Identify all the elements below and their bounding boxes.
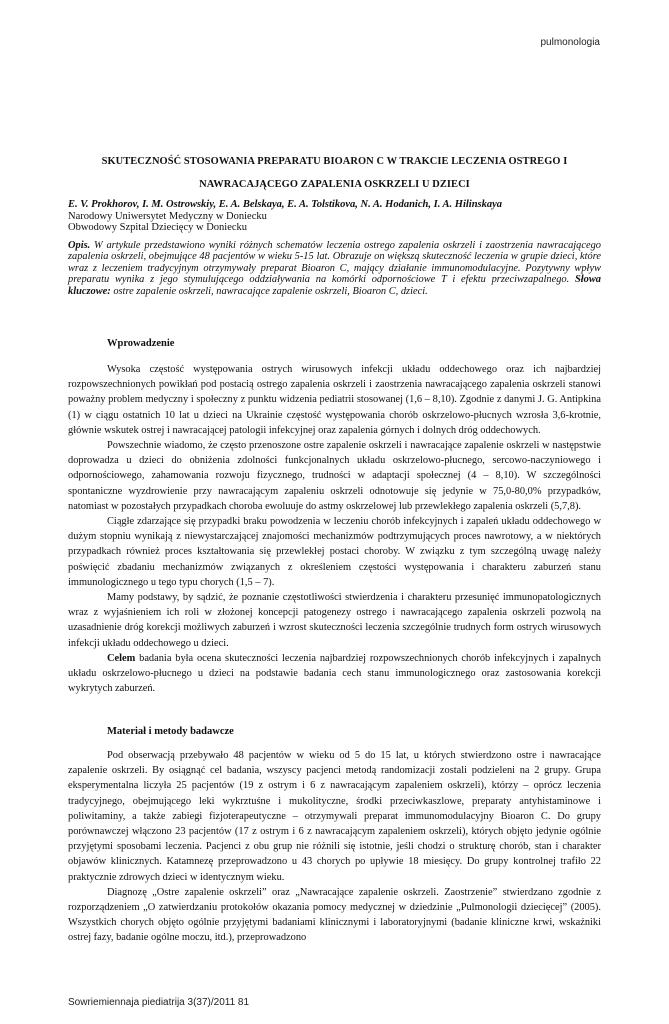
title-line-1: SKUTECZNOŚĆ STOSOWANIA PREPARATU BIOARON C W TRAKCIE LECZENIA OSTREGO I <box>101 156 568 167</box>
paragraph: Wysoka częstość występowania ostrych wirusowych infekcji układu oddechowego oraz ich najbardziej rozpowszechnionych powikłań pod postacią ostrego zapalenia oskrzeli i zaostrzenia nawracającego zapalenia oskrzeli stanowi poważny problem medyczny i społeczny z punktu widzenia pediatrii stosowanej (1,6 – 8,10). Zgodnie z danymi J. G. Antipkina (1) w ciągu ostatnich 10 lat u dzieci na Ukrainie częstość występowania chorób oskrzelowo-płucnych wzrosła 3,6-krotnie, głównie wskutek ostrej i nawracającej patologii infekcyjnej oraz zapalenia górnych i dolnych dróg oddechowych. <box>68 364 601 436</box>
aim-text: badania była ocena skuteczności leczenia najbardziej rozpowszechnionych chorób infekcyjnych i zapalnych układu oskrzelowo-płucnego u dzieci na podstawie badania cech stanu immunologicznego oraz zastosowania korekcji wykrytych zaburzeń. <box>68 652 601 695</box>
author-block <box>68 199 601 234</box>
affiliation-1: Narodowy Uniwersytet Medyczny w Doniecku <box>68 210 267 222</box>
aim-label: Celem <box>107 652 136 664</box>
section-introduction <box>68 362 601 696</box>
section-category-label: pulmonologia <box>540 37 600 48</box>
section-methods <box>68 748 601 946</box>
title-line-2: NAWRACAJĄCEGO ZAPALENIA OSKRZELI U DZIECI <box>199 179 470 190</box>
keywords-label: Słowa kluczowe: <box>68 274 601 297</box>
abstract-label: Opis. <box>68 240 91 251</box>
abstract-text: W artykule przedstawiono wyniki różnych schematów leczenia ostrego zapalenia oskrzeli i zaostrzenia nawracającego zapalenia oskrzeli, obejmujące 48 pacjentów w wieku 5-15 lat. Obrazuje on większą skuteczność leczenia w grupie dzieci, które wraz z leczeniem tradycyjnym otrzymywały preparat Bioaron C, mający działanie immunomodulacyjne. Pozytywny wpływ preparatu wynika z jego stymulującego oddziaływania na komórki odpornościowe T i efektu przeciwzapalnego. <box>68 240 601 286</box>
paragraph: Diagnozę „Ostre zapalenie oskrzeli” oraz „Nawracające zapalenie oskrzeli. Zaostrzenie” stwierdzano zgodnie z rozporządzeniem „O zatwierdzaniu protokołów okazania pomocy medycznej w dziedzinie „Pulmonologii dziecięcej” (2005). Wszystkich chorych objęto ogólnie przyjętymi badaniami klinicznymi i laboratoryjnymi (badanie kliniczne krwi, wskaźniki ostrej fazy, badanie ogólne moczu, itd.), przeprowadzono <box>68 886 601 944</box>
paragraph: Pod obserwacją przebywało 48 pacjentów w wieku od 5 do 15 lat, u których stwierdzono ostre i nawracające zapalenie oskrzeli. By osiągnąć cel badania, wszyscy pacjenci metodą randomizacji zostali podzieleni na 2 grupy. Grupa eksperymentalna liczyła 25 pacjentów (19 z ostrym i 6 z nawracającym zapaleniem oskrzeli), którzy – oprócz leczenia tradycyjnego, obejmującego leki wykrztuśne i mukolityczne, środki przeciwkaszlowe, preparaty antyhistaminowe i poliwitaminy, a także zabiegi fizjoterapeutyczne – otrzymywali preparat immunomodulacyjny Bioaron C. Do grupy porównawczej włączono 23 pacjentów (17 z ostrym i 6 z nawracającym zapaleniem oskrzeli), których objęto jedynie ogólnie przyjętymi sposobami leczenia. Pacjenci z obu grup nie różnili się istotnie, jeśli chodzi o strukturę chorób, stan i charakter objawów klinicznych. Katamnezę przeprowadzono u 43 chorych po upływie 18 miesięcy. Do grupy kontrolnej trafiło 22 praktycznie zdrowych dzieci w identycznym wieku. <box>68 750 601 883</box>
paragraph: Mamy podstawy, by sądzić, że poznanie częstotliwości stwierdzenia i charakteru przesunięć immunopatologicznych wraz z wyjaśnieniem ich roli w złożonej koncepcji patogenezy ostrego i nawracającego zapalenia oskrzeli pozwolą na uzasadnienie dróg korekcji możliwych zaburzeń i wzrost skuteczności leczenia szczególnie trudnych form ostrych wirusowych infekcji układu oddechowego u dzieci. <box>68 592 601 649</box>
paragraph-aim <box>68 651 601 697</box>
paragraph: Ciągłe zdarzające się przypadki braku powodzenia w leczeniu chorób infekcyjnych i zapaleń układu oddechowego w dużym stopniu wynikają z niewystarczającej znajomości mechanizmów podtrzymujących proces nawrotowy, a w niektórych przypadkach również proces kształtowania się przewlekłej postaci choroby. W związku z tym szczególną uwagę należy poświęcić zbadaniu mechanizmów związanych z określeniem częstości występowania i charakteru zaburzeń stanu immunologicznego u tego typu chorych (1,5 – 7). <box>68 516 601 588</box>
affiliation-2: Obwodowy Szpital Dziecięcy w Doniecku <box>68 222 248 233</box>
paragraph: Powszechnie wiadomo, że często przenoszone ostre zapalenie oskrzeli i nawracające zapalenie oskrzeli w następstwie doprowadza u dzieci do obniżenia zdolności funkcjonalnych układu oskrzelowo-płucnego, sercowo-naczyniowego i odpornościowego, zahamowania rozwoju fizycznego, trudności w adaptacji społecznej (4 – 8,10). W szczególności spontaniczne wyzdrowienie przy nawracającym zapaleniu oskrzeli odnotowuje się jedynie w 75,0-80,0% przypadków, natomiast w pozostałych przypadkach choroba ewoluuje do astmy oskrzelowej lub przewlekłego zapalenia oskrzeli (5,7,8). <box>68 440 601 512</box>
journal-citation-footer: Sowriemiennaja piediatrija 3(37)/2011 81 <box>68 997 250 1008</box>
section-heading-introduction: Wprowadzenie <box>107 338 175 349</box>
section-heading-methods: Materiał i metody badawcze <box>107 726 234 737</box>
article-title <box>68 150 601 196</box>
author-names: E. V. Prokhorov, I. M. Ostrowskiy, E. A. Belskaya, E. A. Tolstikova, N. A. Hodanich, I. A. Hilinskaya <box>68 199 503 210</box>
keywords-text: ostre zapalenie oskrzeli, nawracające zapalenie oskrzeli, Bioaron C, dzieci. <box>110 285 428 297</box>
abstract <box>68 240 601 297</box>
